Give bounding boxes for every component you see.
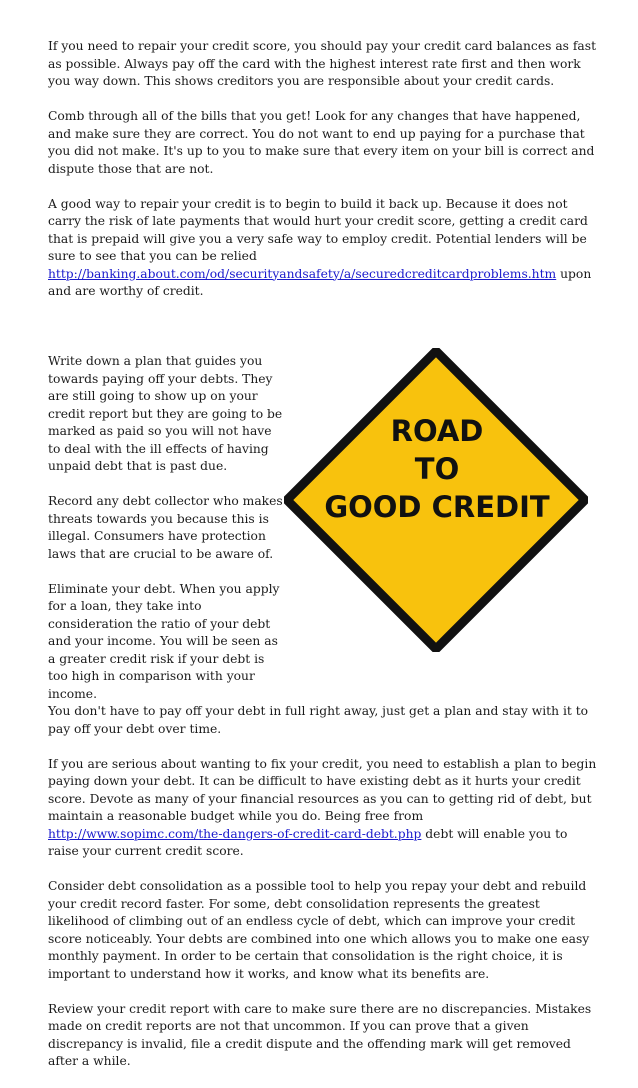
sign-section — [48, 353, 600, 738]
paragraph-review-report: Review your credit report with care to make sure there are no discrepancies. Mistakes made on credit reports are not that uncommon. If you can prove that a given discrepancy is invalid, file a credit dispute and the offending mark will get removed after a while. — [48, 1001, 592, 1068]
sign-text-good-credit: GOOD CREDIT — [324, 490, 550, 524]
paragraph-text: Eliminate your debt. When you apply for a loan, they take into consideration the ratio of your debt and your income. You will be seen as a greater credit risk if your debt is too high in comparison with your income. — [48, 581, 280, 701]
paragraph-debt-consolidation: Consider debt consolidation as a possible tool to help you repay your debt and rebuild your credit record faster. For some, debt consolidation represents the greatest likelihood of climbing out of an endless cycle of debt, which can improve your credit score noticeably. Your debts are combined into one which allows you to make one easy monthly payment. In order to be certain that consolidation is the right choice, it is important to understand how it works, and know what its benefits are. — [48, 879, 590, 981]
document-page — [48, 38, 600, 1088]
paragraph-text: upon and are worthy of credit. — [48, 266, 592, 298]
paragraph-write-plan: Write down a plan that guides you towards paying off your debts. They are still going to show up on your credit report but they are going to be marked as paid so you will not have to deal with the ill effects of having unpaid debt that is past due. — [48, 354, 283, 473]
paragraph-pay-balances: If you need to repair your credit score, you should pay your credit card balances as fast as possible. Always pay off the card with the highest interest rate first and then work you way down. This shows creditors you are responsible about your credit cards. — [48, 39, 597, 88]
road-sign-image — [284, 348, 588, 652]
paragraph-text: A good way to repair your credit is to begin to build it back up. Because it does not carry the risk of late payments that would hurt your credit score, getting a credit card that is prepaid will give you a very safe way to employ credit. Potential lenders will be sure to see that you can be relied — [48, 196, 588, 263]
paragraph-comb-bills: Comb through all of the bills that you get! Look for any changes that have happened, and make sure they are correct. You do not want to end up paying for a purchase that you did not make. It's up to you to make sure that every item on your bill is correct and dispute those that are not. — [48, 109, 595, 176]
paragraph-build-credit — [48, 196, 600, 301]
credit-card-debt-link[interactable]: http://www.sopimc.com/the-dangers-of-credit-card-debt.php — [48, 826, 422, 841]
secured-credit-card-link[interactable]: http://banking.about.com/od/securityandsafety/a/securedcreditcardproblems.htm — [48, 266, 557, 281]
paragraph-text: You don't have to pay off your debt in full right away, just get a plan and stay with it to pay off your debt over time. — [48, 704, 589, 736]
paragraph-fix-credit — [48, 756, 600, 861]
sign-text-road: ROAD — [390, 414, 484, 448]
sign-text-to: TO — [414, 452, 460, 486]
paragraph-debt-collector: Record any debt collector who makes threats towards you because this is illegal. Consumers have protection laws that are crucial to be aware of. — [48, 494, 283, 561]
paragraph-text: If you are serious about wanting to fix your credit, you need to establish a plan to begin paying down your debt. It can be difficult to have existing debt as it hurts your credit score. Devote as many of your financial resources as you can to getting rid of debt, but maintain a reasonable budget while you do. Being free from — [48, 756, 597, 823]
paragraph-text: debt will enable you to raise your current credit score. — [48, 826, 568, 858]
